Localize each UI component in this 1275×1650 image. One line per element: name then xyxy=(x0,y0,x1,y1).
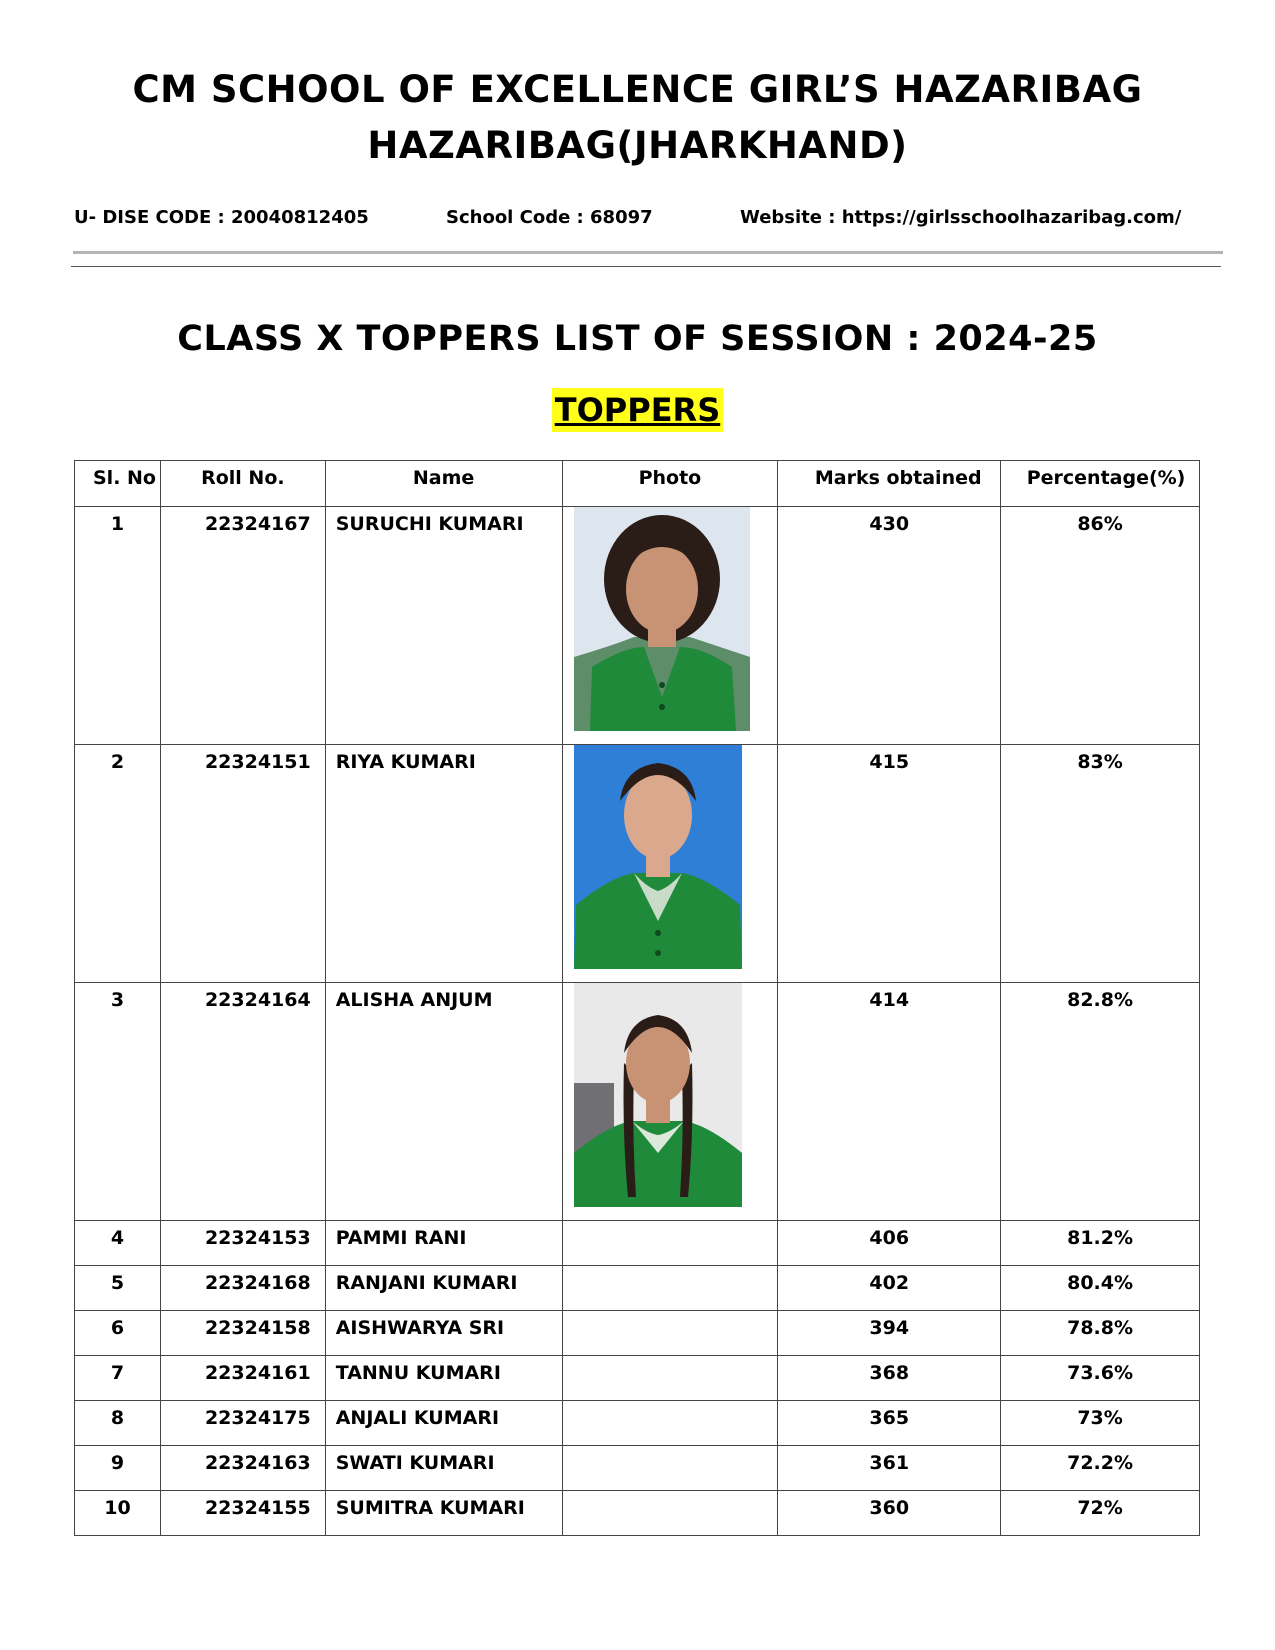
cell-name: RIYA KUMARI xyxy=(325,745,562,983)
divider-thin xyxy=(71,266,1221,267)
table-row xyxy=(75,1401,1200,1446)
school-name-line1: CM SCHOOL OF EXCELLENCE GIRL’S HAZARIBAG xyxy=(132,68,1143,111)
cell-roll: 22324168 xyxy=(160,1266,325,1311)
cell-sl: 7 xyxy=(75,1356,161,1401)
header-sl-no: Sl. No xyxy=(75,461,161,507)
cell-marks: 360 xyxy=(778,1491,1001,1536)
school-name-heading xyxy=(0,62,1275,174)
student-photo xyxy=(574,983,778,1207)
table-row xyxy=(75,1221,1200,1266)
toppers-table xyxy=(74,460,1200,1536)
cell-roll: 22324151 xyxy=(160,745,325,983)
cell-name: SURUCHI KUMARI xyxy=(325,507,562,745)
cell-percentage: 73.6% xyxy=(1001,1356,1200,1401)
table-row xyxy=(75,1266,1200,1311)
cell-photo xyxy=(562,1446,778,1491)
cell-marks: 415 xyxy=(778,745,1001,983)
cell-marks: 402 xyxy=(778,1266,1001,1311)
cell-percentage: 78.8% xyxy=(1001,1311,1200,1356)
cell-photo xyxy=(562,1356,778,1401)
cell-roll: 22324163 xyxy=(160,1446,325,1491)
cell-roll: 22324167 xyxy=(160,507,325,745)
cell-photo xyxy=(562,1221,778,1266)
table-row xyxy=(75,1446,1200,1491)
cell-photo xyxy=(562,983,778,1221)
cell-photo xyxy=(562,1266,778,1311)
cell-name: SUMITRA KUMARI xyxy=(325,1491,562,1536)
cell-sl: 2 xyxy=(75,745,161,983)
cell-percentage: 72.2% xyxy=(1001,1446,1200,1491)
school-code: School Code : 68097 xyxy=(446,207,653,228)
table-row xyxy=(75,745,1200,983)
list-title: CLASS X TOPPERS LIST OF SESSION : 2024-25 xyxy=(177,319,1098,359)
cell-name: PAMMI RANI xyxy=(325,1221,562,1266)
cell-name: RANJANI KUMARI xyxy=(325,1266,562,1311)
cell-sl: 10 xyxy=(75,1491,161,1536)
cell-sl: 3 xyxy=(75,983,161,1221)
student-photo xyxy=(574,745,778,969)
cell-percentage: 72% xyxy=(1001,1491,1200,1536)
cell-photo xyxy=(562,507,778,745)
cell-photo xyxy=(562,1491,778,1536)
cell-roll: 22324175 xyxy=(160,1401,325,1446)
cell-sl: 5 xyxy=(75,1266,161,1311)
cell-name: AISHWARYA SRI xyxy=(325,1311,562,1356)
website: Website : https://girlsschoolhazaribag.com/ xyxy=(740,207,1182,228)
cell-marks: 368 xyxy=(778,1356,1001,1401)
cell-photo xyxy=(562,745,778,983)
cell-sl: 8 xyxy=(75,1401,161,1446)
school-location-line: HAZARIBAG(JHARKHAND) xyxy=(367,124,908,167)
dise-code: U- DISE CODE : 20040812405 xyxy=(74,207,369,228)
cell-sl: 6 xyxy=(75,1311,161,1356)
cell-name: TANNU KUMARI xyxy=(325,1356,562,1401)
cell-percentage: 73% xyxy=(1001,1401,1200,1446)
cell-marks: 361 xyxy=(778,1446,1001,1491)
cell-marks: 406 xyxy=(778,1221,1001,1266)
cell-marks: 365 xyxy=(778,1401,1001,1446)
cell-percentage: 83% xyxy=(1001,745,1200,983)
cell-sl: 1 xyxy=(75,507,161,745)
cell-percentage: 80.4% xyxy=(1001,1266,1200,1311)
cell-percentage: 86% xyxy=(1001,507,1200,745)
cell-roll: 22324155 xyxy=(160,1491,325,1536)
header-photo: Photo xyxy=(562,461,778,507)
cell-sl: 9 xyxy=(75,1446,161,1491)
table-row xyxy=(75,983,1200,1221)
table-row xyxy=(75,1311,1200,1356)
cell-percentage: 82.8% xyxy=(1001,983,1200,1221)
cell-percentage: 81.2% xyxy=(1001,1221,1200,1266)
cell-name: SWATI KUMARI xyxy=(325,1446,562,1491)
cell-photo xyxy=(562,1401,778,1446)
toppers-label: TOPPERS xyxy=(552,388,723,432)
cell-name: ANJALI KUMARI xyxy=(325,1401,562,1446)
cell-roll: 22324153 xyxy=(160,1221,325,1266)
header-marks: Marks obtained xyxy=(778,461,1001,507)
cell-roll: 22324164 xyxy=(160,983,325,1221)
table-row xyxy=(75,1356,1200,1401)
divider-thick xyxy=(73,251,1223,254)
cell-roll: 22324158 xyxy=(160,1311,325,1356)
cell-photo xyxy=(562,1311,778,1356)
table-row xyxy=(75,507,1200,745)
student-photo xyxy=(574,507,778,731)
header-name: Name xyxy=(325,461,562,507)
table-header-row xyxy=(75,461,1200,507)
cell-name: ALISHA ANJUM xyxy=(325,983,562,1221)
cell-marks: 394 xyxy=(778,1311,1001,1356)
table-row xyxy=(75,1491,1200,1536)
cell-roll: 22324161 xyxy=(160,1356,325,1401)
cell-marks: 414 xyxy=(778,983,1001,1221)
cell-marks: 430 xyxy=(778,507,1001,745)
cell-sl: 4 xyxy=(75,1221,161,1266)
header-percentage: Percentage(%) xyxy=(1001,461,1200,507)
header-roll-no: Roll No. xyxy=(160,461,325,507)
